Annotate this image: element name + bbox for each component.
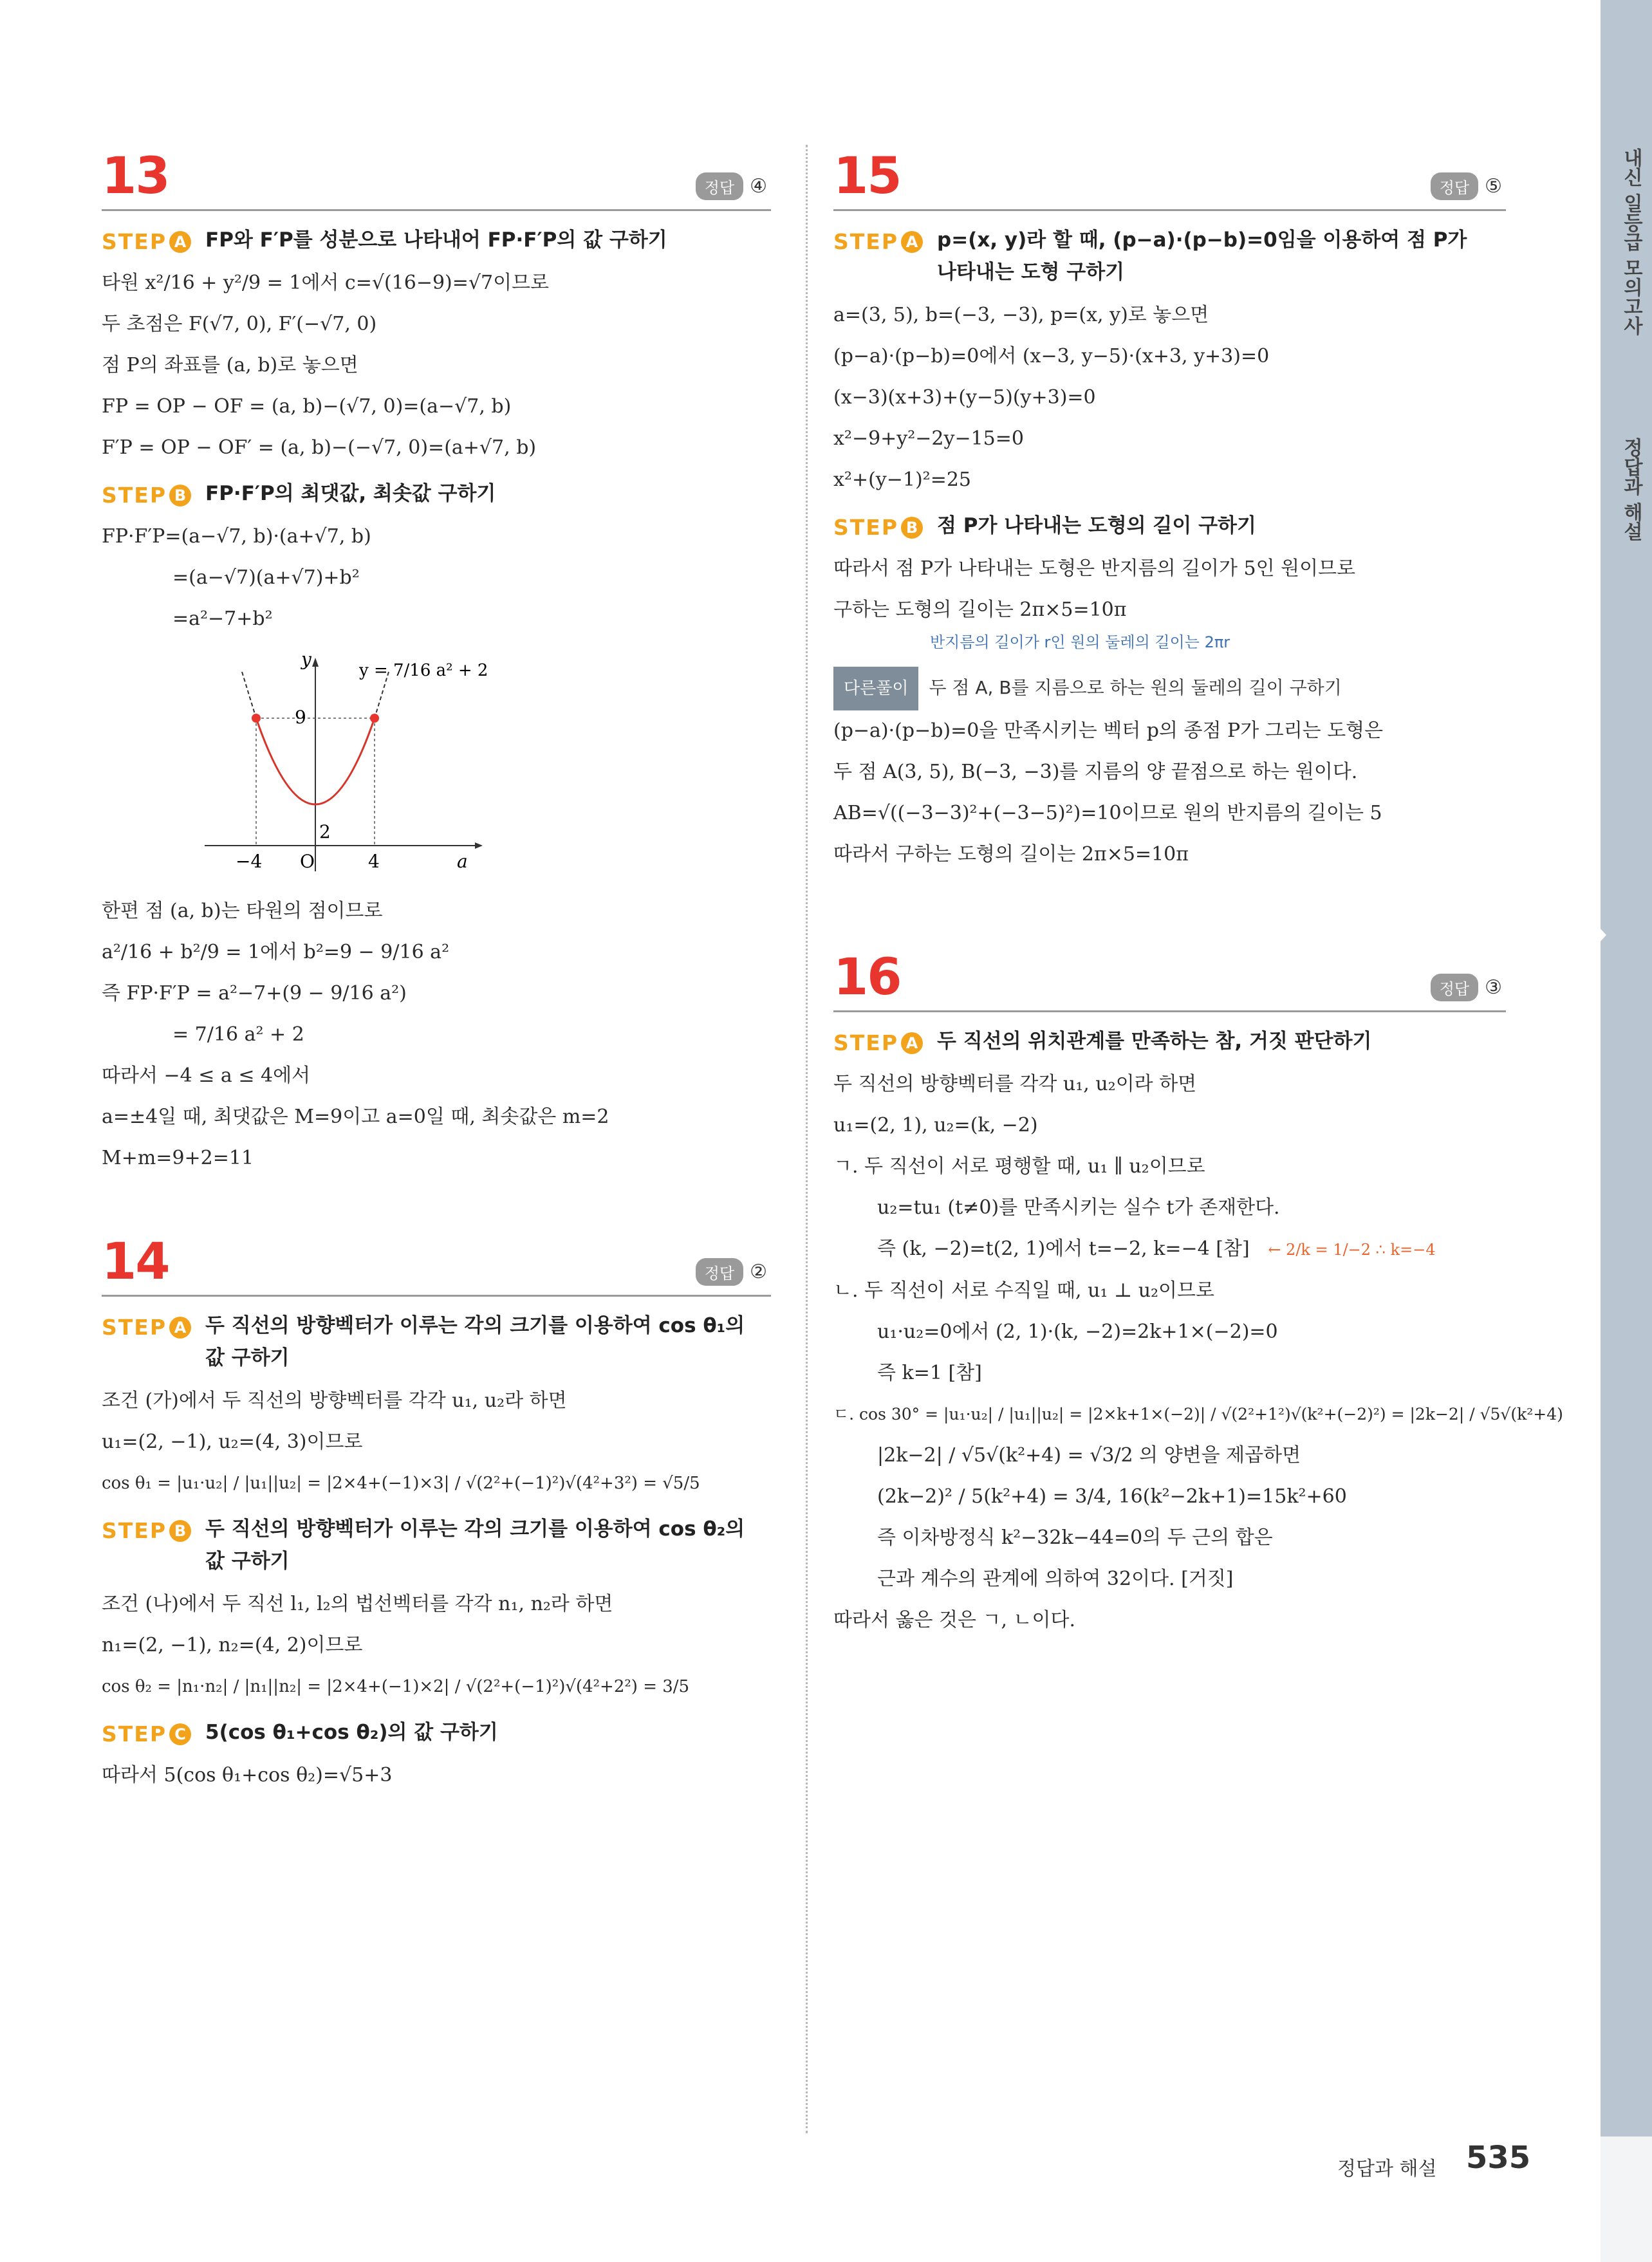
solution-line: 즉 이차방정식 k²−32k−44=0의 두 근의 합은 — [877, 1526, 1273, 1549]
answer-box — [1431, 172, 1502, 200]
problem-header — [102, 145, 771, 211]
step-badge: B — [901, 517, 923, 539]
statement-1: ㄱ. 두 직선이 서로 평행할 때, u₁ ∥ u₂이므로 — [833, 1155, 1205, 1178]
solution-line: M+m=9+2=11 — [102, 1147, 254, 1169]
problem-number: 14 — [102, 1233, 169, 1291]
solution-line: n₁=(2, −1), n₂=(4, 2)이므로 — [102, 1634, 363, 1656]
solution-line: 즉 k=1 [참] — [877, 1362, 982, 1384]
solution-line: 구하는 도형의 길이는 2π×5=10π — [833, 598, 1127, 621]
x-axis-arrow — [475, 842, 483, 849]
answer-tag: 정답 — [1431, 172, 1478, 200]
step-b — [102, 1518, 771, 1577]
solution-line: FP·F′P=(a−√7, b)·(a+√7, b) — [102, 525, 371, 548]
x-axis-label: a — [457, 851, 468, 872]
tick-neg4: −4 — [236, 851, 263, 872]
tick-4: 4 — [368, 851, 380, 872]
step-badge: A — [901, 231, 923, 253]
solution-line: (x−3)(x+3)+(y−5)(y+3)=0 — [833, 386, 1096, 409]
solution-line: u₂=tu₁ (t≠0)를 만족시키는 실수 t가 존재한다. — [877, 1196, 1280, 1219]
step-badge: A — [169, 231, 191, 253]
problem-number: 13 — [102, 147, 169, 205]
step-b — [833, 515, 1506, 542]
answer-value: ⑤ — [1485, 175, 1502, 198]
solution-line: 두 초점은 F(√7, 0), F′(−√7, 0) — [102, 313, 377, 335]
step-title: 두 직선의 방향벡터가 이루는 각의 크기를 이용하여 cos θ₂의 값 구하기 — [205, 1517, 745, 1573]
solution-line: (2k−2)² / 5(k²+4) = 3/4, 16(k²−2k+1)=15k²+60 — [877, 1485, 1347, 1508]
solution-line: (p−a)·(p−b)=0을 만족시키는 벡터 p의 종점 P가 그리는 도형은 — [833, 719, 1384, 742]
solution-line: AB=√((−3−3)²+(−3−5)²)=10이므로 원의 반지름의 길이는 5 — [833, 802, 1382, 824]
answer-value: ④ — [750, 175, 767, 198]
curve-extension-left — [242, 672, 256, 718]
solution-line: u₁=(2, 1), u₂=(k, −2) — [833, 1114, 1038, 1136]
solution-line: u₁=(2, −1), u₂=(4, 3)이므로 — [102, 1431, 363, 1453]
solution-line: F′P = OP − OF′ = (a, b)−(−√7, 0)=(a+√7, b) — [102, 436, 537, 459]
y-axis-arrow — [312, 658, 319, 667]
step-label: STEP A — [102, 1315, 191, 1340]
solution-line: a=(3, 5), b=(−3, −3), p=(x, y)로 놓으면 — [833, 304, 1209, 326]
step-a — [833, 229, 1506, 288]
side-tab-subtitle[interactable]: 정답과 해설 — [1620, 438, 1642, 541]
solution-line: 두 직선의 방향벡터를 각각 u₁, u₂이라 하면 — [833, 1073, 1197, 1095]
problem-13 — [102, 145, 771, 1179]
solution-line: cos θ₂ = |n₁·n₂| / |n₁||n₂| = |2×4+(−1)×2| / √(2²+(−1)²)√(4²+2²) = 3/5 — [102, 1677, 690, 1696]
step-label: STEP B — [102, 483, 191, 508]
answer-tag: 정답 — [696, 172, 743, 200]
solution-line: x²+(y−1)²=25 — [833, 468, 971, 491]
solution-line: = 7/16 a² + 2 — [172, 1023, 304, 1046]
solution-line: =a²−7+b² — [172, 607, 273, 630]
step-title: 점 P가 나타내는 도형의 길이 구하기 — [937, 514, 1256, 537]
solution-line: 즉 (k, −2)=t(2, 1)에서 t=−2, k=−4 [참] ← 2/k = 1/−2 ∴ k=−4 — [877, 1238, 1436, 1260]
answer-box — [696, 1258, 767, 1286]
solution-line: 따라서 5(cos θ₁+cos θ₂)=√5+3 — [102, 1764, 393, 1786]
step-title: 두 직선의 방향벡터가 이루는 각의 크기를 이용하여 cos θ₁의 값 구하기 — [205, 1314, 745, 1369]
step-a — [102, 1315, 771, 1374]
solution-line: 두 점 A(3, 5), B(−3, −3)를 지름의 양 끝점으로 하는 원이다. — [833, 761, 1358, 783]
step-title: p=(x, y)라 할 때, (p−a)·(p−b)=0임을 이용하여 점 P가 나타내는 도형 구하기 — [937, 228, 1467, 284]
answer-tag: 정답 — [696, 1258, 743, 1286]
side-tab-pointer — [1590, 917, 1606, 953]
answer-value: ③ — [1485, 976, 1502, 999]
problem-15 — [833, 145, 1506, 875]
alt-tag: 다른풀이 — [833, 667, 918, 710]
conclusion-line: 따라서 옳은 것은 ㄱ, ㄴ이다. — [833, 1609, 1075, 1631]
statement-2: ㄴ. 두 직선이 서로 수직일 때, u₁ ⊥ u₂이므로 — [833, 1279, 1214, 1302]
problem-header — [833, 946, 1506, 1012]
solution-line: |2k−2| / √5√(k²+4) = √3/2 의 양변을 제곱하면 — [877, 1444, 1301, 1467]
problem-number: 15 — [833, 147, 901, 205]
solution-line: FP = OP − OF = (a, b)−(√7, 0)=(a−√7, b) — [102, 395, 512, 418]
solution-line: 점 P의 좌표를 (a, b)로 놓으면 — [102, 354, 358, 376]
solution-line: 근과 계수의 관계에 의하여 32이다. [거짓] — [877, 1568, 1234, 1590]
step-b — [102, 483, 771, 510]
step-title: FP·F′P의 최댓값, 최솟값 구하기 — [205, 482, 496, 505]
step-label: STEP C — [102, 1721, 191, 1747]
step-title: 두 직선의 위치관계를 만족하는 참, 거짓 판단하기 — [937, 1030, 1372, 1053]
left-column — [102, 145, 771, 1796]
step-badge: C — [169, 1723, 191, 1745]
step-c — [102, 1721, 771, 1748]
parabola-graph — [205, 653, 488, 884]
solution-line: =(a−√7)(a+√7)+b² — [172, 566, 360, 589]
problem-number: 16 — [833, 949, 901, 1006]
solution-line: 따라서 −4 ≤ a ≤ 4에서 — [102, 1064, 311, 1087]
step-a — [102, 229, 771, 256]
statement-3: ㄷ. cos 30° = |u₁·u₂| / |u₁||u₂| = |2×k+1×(−2)| / √(2²+1²)√(k²+(−2)²) = |2k−2| / √5√(k²+4) — [833, 1405, 1563, 1423]
answer-box — [696, 172, 767, 200]
origin-label: O — [300, 851, 315, 872]
step-label: STEP A — [102, 229, 191, 254]
solution-line: 조건 (나)에서 두 직선 l₁, l₂의 법선벡터를 각각 n₁, n₂라 하면 — [102, 1593, 613, 1615]
step-label: STEP B — [102, 1518, 191, 1543]
step-a — [833, 1030, 1506, 1057]
margin-note: ← 2/k = 1/−2 ∴ k=−4 — [1268, 1241, 1436, 1259]
right-column — [833, 145, 1563, 1641]
problem-14 — [102, 1230, 771, 1796]
solution-line: x²−9+y²−2y−15=0 — [833, 427, 1024, 450]
answer-value: ② — [750, 1261, 767, 1283]
step-title: FP와 F′P를 성분으로 나타내어 FP·F′P의 값 구하기 — [205, 228, 667, 252]
solution-line: a=±4일 때, 최댓값은 M=9이고 a=0일 때, 최솟값은 m=2 — [102, 1106, 609, 1128]
problem-16 — [833, 946, 1563, 1641]
problem-header — [102, 1230, 771, 1297]
solution-line: 타원 x²/16 + y²/9 = 1에서 c=√(16−9)=√7이므로 — [102, 272, 550, 294]
step-label: STEP B — [833, 515, 923, 540]
solution-line: 따라서 점 P가 나타내는 도형은 반지름의 길이가 5인 원이므로 — [833, 557, 1356, 580]
endpoint-left — [252, 714, 261, 723]
step-badge: B — [169, 1520, 191, 1542]
step-badge: A — [901, 1032, 923, 1054]
alt-title: 두 점 A, B를 지름으로 하는 원의 둘레의 길이 구하기 — [929, 677, 1342, 698]
step-label: STEP A — [833, 229, 923, 254]
solution-line: a²/16 + b²/9 = 1에서 b²=9 − 9/16 a² — [102, 941, 450, 963]
problem-header — [833, 145, 1506, 211]
page-number: 535 — [1466, 2140, 1531, 2176]
step-badge: A — [169, 1317, 191, 1339]
alt-header — [833, 667, 1506, 710]
solution-line: 조건 (가)에서 두 직선의 방향벡터를 각각 u₁, u₂라 하면 — [102, 1389, 567, 1412]
footer-label: 정답과 해설 — [1337, 2158, 1437, 2180]
y-axis-label: y — [301, 653, 311, 670]
curve-equation: y = 7/16 a² + 2 — [359, 661, 488, 680]
solution-line: cos θ₁ = |u₁·u₂| / |u₁||u₂| = |2×4+(−1)×3| / √(2²+(−1)²)√(4²+3²) = √5/5 — [102, 1474, 700, 1493]
step-title: 5(cos θ₁+cos θ₂)의 값 구하기 — [205, 1721, 498, 1744]
side-tab-title[interactable]: 내신 일등급 모의고사 — [1620, 148, 1642, 335]
tick-9: 9 — [295, 707, 306, 728]
tick-2: 2 — [319, 821, 331, 842]
answer-box — [1431, 974, 1502, 1001]
solution-line: u₁·u₂=0에서 (2, 1)·(k, −2)=2k+1×(−2)=0 — [877, 1321, 1278, 1343]
solution-line: (p−a)·(p−b)=0에서 (x−3, y−5)·(x+3, y+3)=0 — [833, 345, 1270, 367]
margin-note: 반지름의 길이가 r인 원의 둘레의 길이는 2πr — [930, 633, 1230, 651]
endpoint-right — [370, 714, 379, 723]
solution-line: 한편 점 (a, b)는 타원의 점이므로 — [102, 900, 383, 922]
solution-line: 즉 FP·F′P = a²−7+(9 − 9/16 a²) — [102, 982, 407, 1005]
step-badge: B — [169, 485, 191, 506]
answer-tag: 정답 — [1431, 974, 1478, 1001]
column-divider — [806, 145, 808, 2133]
solution-line: 따라서 구하는 도형의 길이는 2π×5=10π — [833, 843, 1189, 866]
alternative-solution — [833, 667, 1506, 875]
step-label: STEP A — [833, 1030, 923, 1055]
